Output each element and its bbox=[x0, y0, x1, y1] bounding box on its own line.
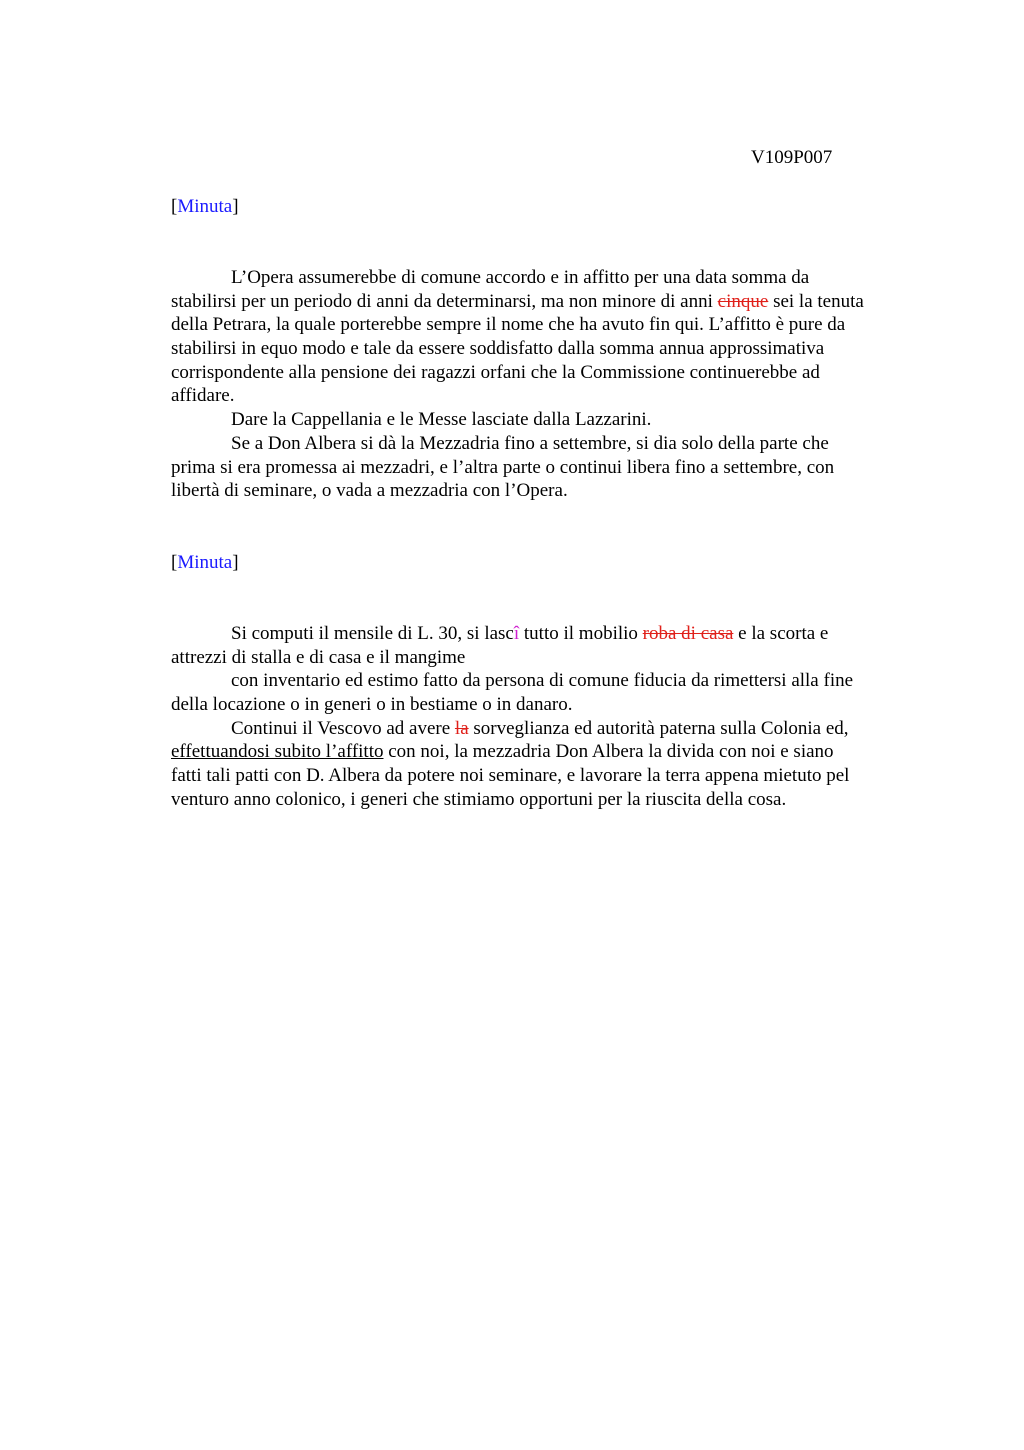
text-run: affidare. bbox=[171, 385, 235, 407]
text-line bbox=[171, 693, 931, 717]
text-line bbox=[171, 337, 931, 361]
text-line bbox=[171, 479, 931, 503]
text-line bbox=[171, 313, 931, 337]
page-id: V109P007 bbox=[751, 147, 833, 168]
text-run: Se a Don Albera si dà la Mezzadria fino a settembre, si dia solo della parte che bbox=[231, 432, 829, 454]
text-run: sei la tenuta bbox=[768, 290, 864, 312]
text-run: e la scorta e bbox=[733, 623, 829, 644]
text-run: Continui il Vescovo ad avere bbox=[231, 717, 455, 739]
text-run: L’Opera assumerebbe di comune accordo e in affitto per una data somma da bbox=[231, 267, 810, 288]
text-line bbox=[171, 432, 931, 456]
text-run: venturo anno colonico, i generi che stimiamo opportuni per la riuscita della cosa. bbox=[171, 788, 787, 810]
text-run: stabilirsi in equo modo e tale da essere soddisfatto dalla somma annua approssimativa bbox=[171, 338, 825, 360]
deleted-text: la bbox=[454, 717, 469, 739]
text-run: stabilirsi per un periodo di anni da determinarsi, ma non minore di anni bbox=[171, 290, 718, 312]
text-run: Si computi il mensile di L. 30, si lasc bbox=[231, 623, 514, 644]
section-body-1 bbox=[171, 266, 931, 503]
text-run: prima si era promessa ai mezzadri, e l’altra parte o continui libera fino a settembre, con bbox=[171, 456, 835, 478]
heading-bracket-close: ] bbox=[232, 552, 239, 573]
text-line bbox=[171, 622, 931, 646]
text-run: sorveglianza ed autorità paterna sulla Colonia ed, bbox=[468, 717, 849, 739]
text-run: della locazione o in generi o in bestiame o in danaro. bbox=[171, 694, 573, 716]
text-run: corrispondente alla pensione dei ragazzi orfani che la Commissione continuerebbe ad bbox=[171, 361, 820, 383]
heading-bracket-open: [ bbox=[171, 196, 178, 217]
inserted-text: î bbox=[513, 623, 520, 644]
deleted-text: roba di casa bbox=[642, 623, 734, 644]
text-line bbox=[171, 740, 931, 764]
text-line bbox=[171, 361, 931, 385]
heading-word: Minuta bbox=[177, 196, 233, 217]
text-line bbox=[171, 669, 931, 693]
text-run: Dare la Cappellania e le Messe lasciate dalla Lazzarini. bbox=[231, 409, 652, 431]
text-line bbox=[171, 384, 931, 408]
text-run: fatti tali patti con D. Albera da potere noi seminare, e lavorare la terra appena mietuto pel bbox=[171, 765, 850, 787]
section-heading-2 bbox=[171, 552, 239, 574]
heading-bracket-open: [ bbox=[171, 552, 178, 573]
heading-word: Minuta bbox=[177, 552, 233, 573]
text-line bbox=[171, 788, 931, 812]
text-run: tutto il mobilio bbox=[519, 623, 643, 644]
text-run: della Petrara, la quale porterebbe sempre il nome che ha avuto fin qui. L’affitto è pure da bbox=[171, 314, 846, 336]
underlined-text: effettuandosi subito l’affitto bbox=[171, 741, 384, 763]
text-line bbox=[171, 717, 931, 741]
text-run: libertà di seminare, o vada a mezzadria con l’Opera. bbox=[171, 480, 568, 502]
text-line bbox=[171, 408, 931, 432]
text-line bbox=[171, 456, 931, 480]
text-line bbox=[171, 646, 931, 670]
text-run: attrezzi di stalla e di casa e il mangime bbox=[171, 646, 466, 668]
text-run: con inventario ed estimo fatto da persona di comune fiducia da rimettersi alla fine bbox=[231, 670, 854, 692]
heading-bracket-close: ] bbox=[232, 196, 239, 217]
section-body-2 bbox=[171, 622, 931, 812]
text-run: con noi, la mezzadria Don Albera la divida con noi e siano bbox=[383, 741, 834, 763]
text-line bbox=[171, 290, 931, 314]
section-heading-1 bbox=[171, 196, 239, 218]
text-line bbox=[171, 266, 931, 290]
deleted-text: cinque bbox=[717, 290, 769, 312]
text-line bbox=[171, 764, 931, 788]
